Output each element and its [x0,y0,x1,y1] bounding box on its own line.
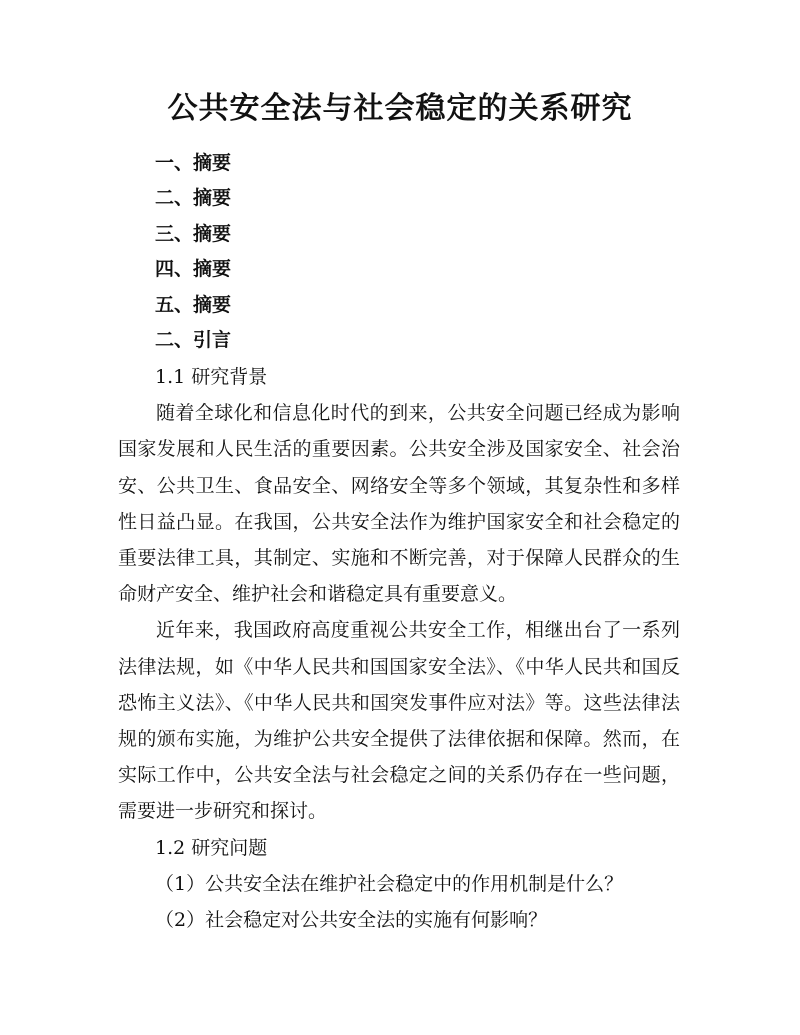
outline-item: 二、摘要 [155,187,232,210]
research-question: （1）公共安全法在维护社会稳定中的作用机制是什么？ [155,872,624,895]
section-heading-1-1: 1.1 研究背景 [155,366,268,388]
outline-item: 五、摘要 [155,293,232,316]
outline-item: 四、摘要 [155,258,232,281]
outline-list [155,146,231,358]
outline-item: 三、摘要 [155,222,232,245]
outline-item: 二、引言 [155,329,232,352]
document-title: 公共安全法与社会稳定的关系研究 [167,91,633,126]
paragraph-background: 随着全球化和信息化时代的到来，公共安全问题已经成为影响国家发展和人民生活的重要因素。公共安全涉及国家安全、社会治安、公共卫生、食品安全、网络安全等多个领域，其复杂性和多样性日益凸显。在我国，公共安全法作为维护国家安全和社会稳定的重要法律工具，其制定、实施和不断完善，对于保障人民群众的生命财产安全、维护社会和谐稳定具有重要意义。 [118,402,680,606]
paragraph-recent-laws: 近年来，我国政府高度重视公共安全工作，相继出台了一系列法律法规，如《中华人民共和国国家安全法》、《中华人民共和国反恐怖主义法》、《中华人民共和国突发事件应对法》等。这些法律法规的颁布实施，为维护公共安全提供了法律依据和保障。然而，在实际工作中，公共安全法与社会稳定之间的关系仍存在一些问题，需要进一步研究和探讨。 [118,619,680,823]
outline-item: 一、摘要 [155,152,232,174]
research-question: （2）社会稳定对公共安全法的实施有何影响？ [155,909,548,932]
document-body [118,359,680,938]
section-heading-1-2: 1.2 研究问题 [155,836,268,859]
